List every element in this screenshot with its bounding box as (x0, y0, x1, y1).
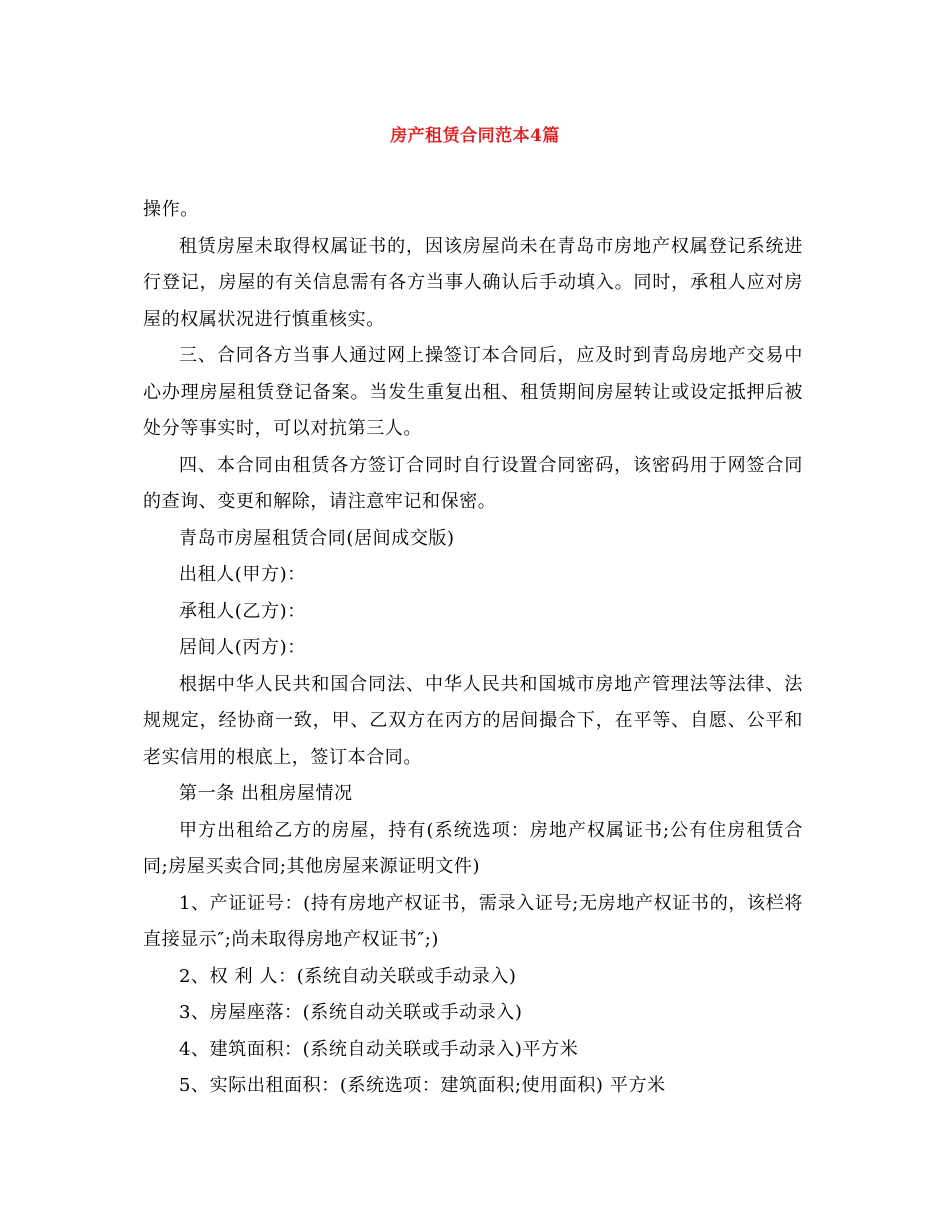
paragraph-item-4: 4、建筑面积：(系统自动关联或手动录入)平方米 (179, 1038, 579, 1060)
paragraph-intermediary: 居间人(丙方)： (179, 637, 306, 658)
paragraph-ownership-note: 租赁房屋未取得权属证书的，因该房屋尚未在青岛市房地产权属登记系统进行登记，房屋的有关信息需有各方当事人确认后手动填入。同时，承租人应对房屋的权属状况进行慎重核实。 (143, 235, 803, 330)
paragraph-item-2: 2、权 利 人：(系统自动关联或手动录入) (179, 965, 517, 987)
document-title: 房产租赁合同范本4篇 (390, 126, 560, 146)
paragraph-contract-name: 青岛市房屋租赁合同(居间成交版) (179, 527, 455, 549)
paragraph-lessee: 承租人(乙方)： (179, 600, 306, 622)
paragraph-item-3: 3、房屋座落：(系统自动关联或手动录入) (179, 1002, 523, 1023)
paragraph-item-5: 5、实际出租面积：(系统选项：建筑面积;使用面积) 平方米 (179, 1075, 666, 1096)
paragraph-article-one-heading: 第一条 出租房屋情况 (179, 783, 353, 804)
paragraph-clause-four: 四、本合同由租赁各方签订合同时自行设置合同密码，该密码用于网签合同的查询、变更和解除，请注意牢记和保密。 (143, 454, 803, 512)
paragraph-continuation: 操作。 (143, 199, 199, 220)
paragraph-item-1: 1、产证证号：(持有房地产权证书，需录入证号;无房地产权证书的，该栏将直接显示″;尚未取得房地产权证书″;) (143, 892, 803, 950)
paragraph-legal-basis: 根据中华人民共和国合同法、中华人民共和国城市房地产管理法等法律、法规规定，经协商一致，甲、乙双方在丙方的居间撮合下，在平等、自愿、公平和老实信用的根底上，签订本合同。 (143, 673, 803, 768)
paragraph-lessor: 出租人(甲方)： (179, 564, 306, 585)
document-body (143, 192, 803, 1105)
paragraph-clause-three: 三、合同各方当事人通过网上操签订本合同后，应及时到青岛房地产交易中心办理房屋租赁登记备案。当发生重复出租、租赁期间房屋转让或设定抵押后被处分等事实时，可以对抗第三人。 (143, 345, 803, 439)
paragraph-property-holding: 甲方出租给乙方的房屋，持有(系统选项：房地产权属证书;公有住房租赁合同;房屋买卖合同;其他房屋来源证明文件) (143, 819, 803, 877)
